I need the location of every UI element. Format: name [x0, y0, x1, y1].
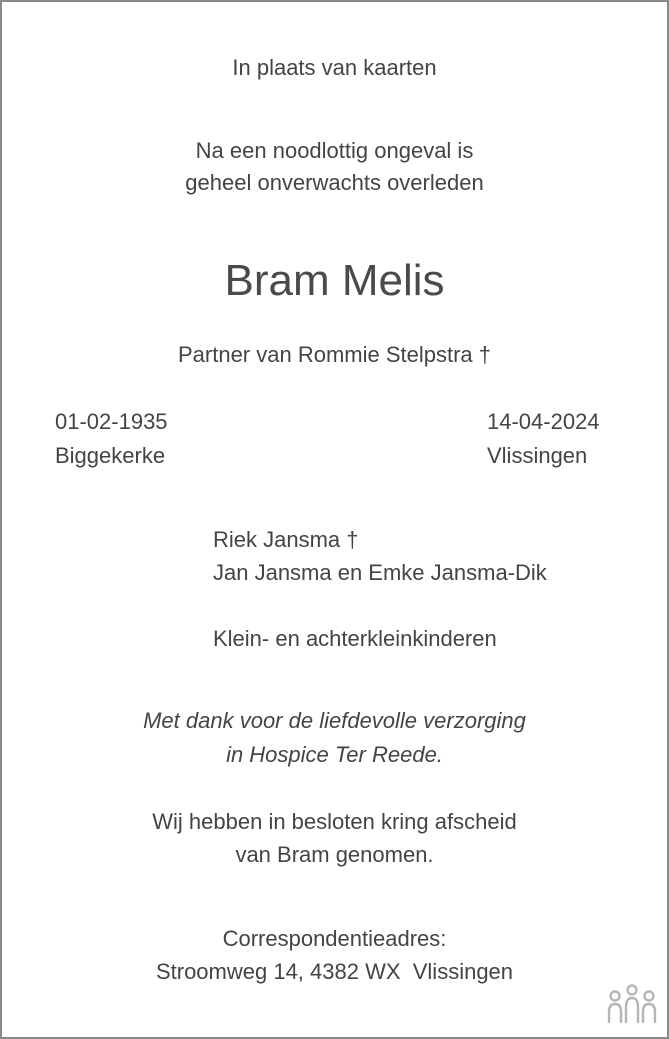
partner-line: Partner van Rommie Stelpstra †: [177, 342, 492, 367]
family-member-2: Jan Jansma en Emke Jansma-Dik: [213, 560, 547, 585]
correspondence-label: Correspondentieadres:: [222, 926, 447, 951]
death-place: Vlissingen: [487, 443, 588, 468]
farewell-line-1: Wij hebben in besloten kring afscheid: [152, 809, 517, 834]
thanks-line-1: Met dank voor de liefdevolle verzorging: [143, 708, 526, 733]
intro-line-1: Na een noodlottig ongeval is: [195, 138, 474, 163]
farewell-line-2: van Bram genomen.: [235, 842, 434, 867]
correspondence-address: Stroomweg 14, 4382 WX Vlissingen: [155, 959, 514, 984]
people-group-icon: [606, 982, 658, 1026]
death-date: 14-04-2024: [487, 409, 600, 434]
deceased-name: Bram Melis: [224, 256, 445, 305]
header-text: In plaats van kaarten: [232, 55, 437, 80]
thanks-line-2: in Hospice Ter Reede.: [226, 742, 443, 767]
family-member-1: Riek Jansma †: [213, 527, 359, 552]
birth-date: 01-02-1935: [55, 409, 168, 434]
family-grandchildren: Klein- en achterkleinkinderen: [213, 626, 497, 651]
birth-place: Biggekerke: [55, 443, 166, 468]
intro-line-2: geheel onverwachts overleden: [185, 170, 484, 195]
